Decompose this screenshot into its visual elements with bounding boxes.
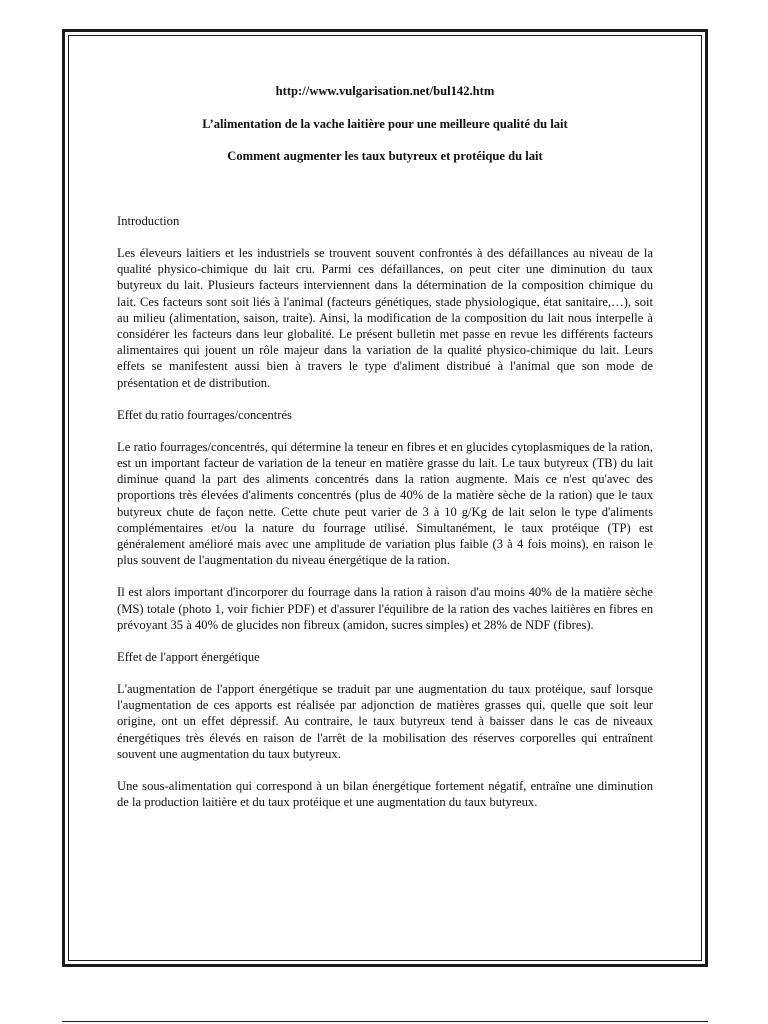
paragraph: Le ratio fourrages/concentrés, qui détermine la teneur en fibres et en glucides cytoplasmiques de la ration, est un important facteur de variation de la teneur en matière grasse du lait. Le taux butyreux (TB) du lait diminue quand la part des aliments concentrés dans la ration augmente. Mais ce n'est qu'avec des proportions très élevées d'aliments concentrés (plus de 40% de la matière sèche de la ration) que le taux butyreux chute de façon nette. Cette chute peut varier de 3 à 10 g/Kg de lait selon le type d'aliments complémentaires et/ou la nature du fourrage utilisé. Simultanément, le taux protéique (TP) est généralement amélioré mais avec une amplitude de variation plus faible (3 à 4 fois moins), en raison le plus souvent de l'augmentation du niveau énergétique de la ration. — [117, 439, 653, 568]
paragraph: Il est alors important d'incorporer du fourrage dans la ration à raison d'au moins 40% de la matière sèche (MS) totale (photo 1, voir fichier PDF) et d'assurer l'équilibre de la ration des vaches laitières en fibres en prévoyant 35 à 40% de glucides non fibreux (amidon, sucres simples) et 28% de NDF (fibres). — [117, 585, 653, 632]
paragraph: Les éleveurs laitiers et les industriels se trouvent souvent confrontés à des défaillances au niveau de la qualité physico-chimique du lait cru. Parmi ces défaillances, on peut citer une diminution du taux butyreux du lait. Plusieurs facteurs interviennent dans la détermination de la composition chimique du lait. Ces facteurs sont soit liés à l'animal (facteurs génétiques, stade physiologique, état sanitaire,…), soit au milieu (alimentation, saison, traite). Ainsi, la modification de la composition du lait nous interpelle à considérer les facteurs dans leur globalité. Le présent bulletin met passe en revue les différents facteurs alimentaires qui jouent un rôle majeur dans la variation de la qualité physico-chimique du lait. Leurs effets se manifestent aussi bien à travers le type d'aliment distribué à l'animal que son mode de présentation et de distribution. — [117, 246, 653, 390]
paragraph: L'augmentation de l'apport énergétique se traduit par une augmentation du taux protéique, sauf lorsque l'augmentation de ces apports est réalisée par adjonction de matières grasses qui, quelle que soit leur origine, ont un effet dépressif. Au contraire, le taux butyreux tend à baisser dans le cas de niveaux énergétiques très élevés en raison de l'arrêt de la mobilisation des réserves corporelles qui entraînent souvent une augmentation du taux butyreux. — [117, 682, 653, 761]
document-body — [117, 84, 653, 826]
document-title: L’alimentation de la vache laitière pour une meilleure qualité du lait — [202, 117, 568, 131]
section-heading-introduction: Introduction — [117, 214, 180, 228]
section-heading-energy: Effet de l'apport énergétique — [117, 650, 260, 665]
paragraph: Une sous-alimentation qui correspond à un bilan énergétique fortement négatif, entraîne une diminution de la production laitière et du taux protéique et une augmentation du taux butyreux. — [117, 779, 653, 810]
source-url[interactable]: http://www.vulgarisation.net/bul142.htm — [275, 84, 495, 98]
document-subtitle: Comment augmenter les taux butyreux et protéique du lait — [227, 149, 543, 163]
section-heading-ratio: Effet du ratio fourrages/concentrés — [117, 407, 292, 422]
footer-rule — [62, 1021, 708, 1022]
